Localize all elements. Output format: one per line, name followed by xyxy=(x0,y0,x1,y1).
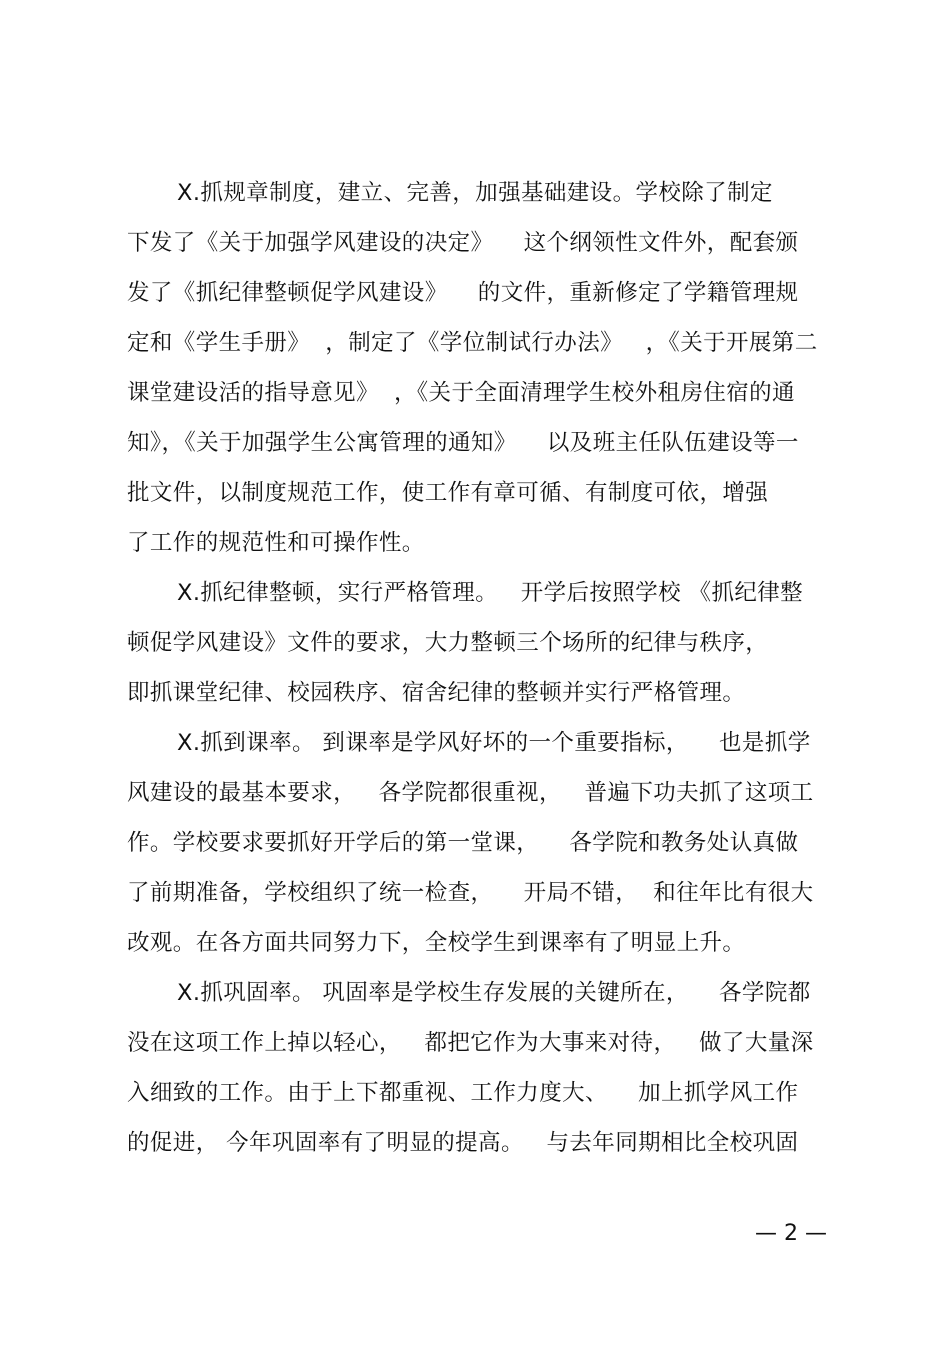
paragraph-3-line-5: 改观。在各方面共同努力下，全校学生到课率有了明显上升。 xyxy=(127,930,746,956)
paragraph-4-line-1: X.抓巩固率。 巩固率是学校生存发展的关键所在， 各学院都 xyxy=(177,980,811,1006)
paragraph-1-line-2: 下发了《关于加强学风建设的决定》 这个纲领性文件外，配套颁 xyxy=(127,230,799,256)
paragraph-1-line-3: 发了《抓纪律整顿促学风建设》 的文件，重新修定了学籍管理规 xyxy=(127,280,799,306)
paragraph-3-line-1: X.抓到课率。 到课率是学风好坏的一个重要指标， 也是抓学 xyxy=(177,730,811,756)
paragraph-3-line-2: 风建设的最基本要求， 各学院都很重视， 普遍下功夫抓了这项工 xyxy=(127,780,814,806)
paragraph-4-line-2: 没在这项工作上掉以轻心， 都把它作为大事来对待， 做了大量深 xyxy=(127,1030,814,1056)
page-number: — 2 — xyxy=(755,1221,827,1246)
paragraph-2-line-2: 顿促学风建设》文件的要求，大力整顿三个场所的纪律与秩序， xyxy=(127,630,769,656)
paragraph-1-line-1: X.抓规章制度，建立、完善，加强基础建设。学校除了制定 xyxy=(177,180,773,206)
paragraph-1-line-5: 课堂建设活的指导意见》 ，《关于全面清理学生校外租房住宿的通 xyxy=(127,380,795,406)
paragraph-4-line-3: 入细致的工作。由于上下都重视、工作力度大、 加上抓学风工作 xyxy=(127,1080,799,1106)
paragraph-1-line-6: 知》，《关于加强学生公寓管理的通知》 以及班主任队伍建设等一 xyxy=(127,430,799,456)
paragraph-1-line-8: 了工作的规范性和可操作性。 xyxy=(127,530,425,556)
paragraph-4-line-4: 的促进， 今年巩固率有了明显的提高。 与去年同期相比全校巩固 xyxy=(127,1130,799,1156)
paragraph-3-line-3: 作。学校要求要抓好开学后的第一堂课， 各学院和教务处认真做 xyxy=(127,830,799,856)
paragraph-1-line-7: 批文件，以制度规范工作，使工作有章可循、有制度可依，增强 xyxy=(127,480,769,506)
paragraph-2-line-3: 即抓课堂纪律、校园秩序、宿舍纪律的整顿并实行严格管理。 xyxy=(127,680,746,706)
paragraph-1-line-4: 定和《学生手册》 ，制定了《学位制试行办法》 ，《关于开展第二 xyxy=(127,330,818,356)
paragraph-2-line-1: X.抓纪律整顿，实行严格管理。 开学后按照学校 《抓纪律整 xyxy=(177,580,804,606)
paragraph-3-line-4: 了前期准备，学校组织了统一检查， 开局不错， 和往年比有很大 xyxy=(127,880,814,906)
